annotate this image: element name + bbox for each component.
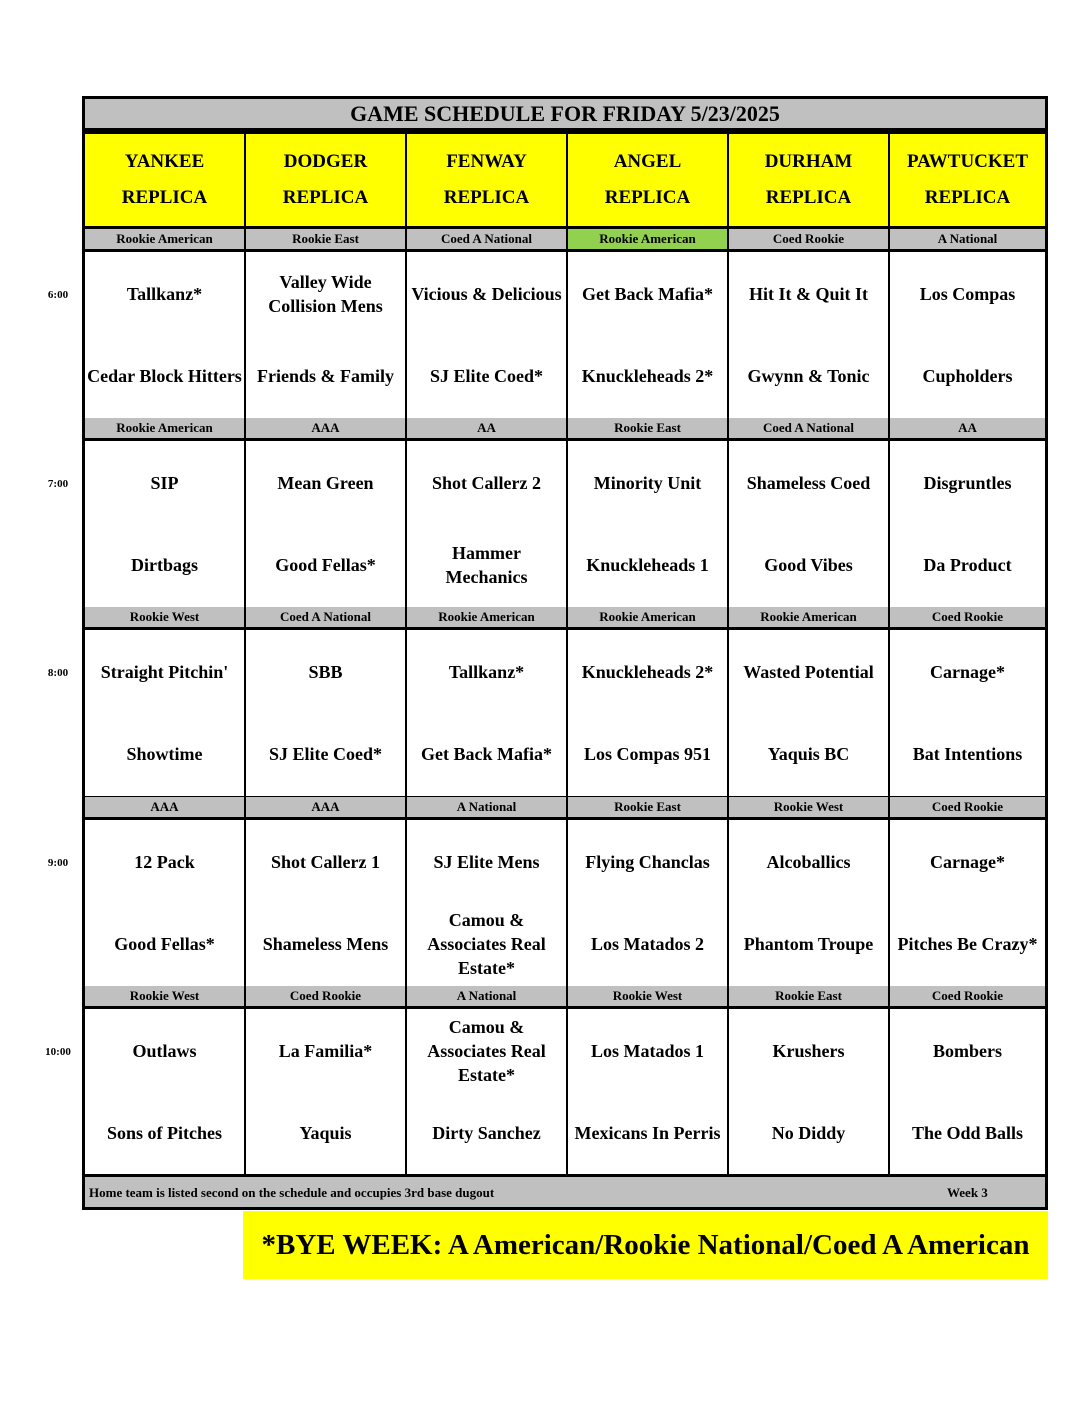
- game-cell: [85, 630, 244, 796]
- game-cell: [568, 630, 727, 796]
- game-cell: [246, 1009, 405, 1175]
- bye-week-banner: *BYE WEEK: A American/Rookie National/Coed A American: [243, 1211, 1048, 1279]
- home-team: Get Back Mafia*: [421, 744, 552, 764]
- home-team: Bat Intentions: [912, 744, 1023, 764]
- time-slot-label: 9:00: [47, 857, 69, 869]
- home-team: SJ Elite Coed*: [268, 744, 382, 764]
- away-team: Shot Callerz 2: [432, 473, 541, 493]
- field-header: [407, 134, 566, 226]
- division-label: Coed Rookie: [890, 986, 1045, 1006]
- home-team: Good Fellas*: [275, 555, 376, 575]
- away-team: Valley Wide Collision Mens: [268, 272, 383, 316]
- field-header: [246, 134, 405, 226]
- home-team: Friends & Family: [257, 366, 394, 386]
- game-cell: [246, 820, 405, 986]
- game-row: [85, 252, 1045, 418]
- division-label: Rookie American: [729, 607, 888, 627]
- home-team: Hammer Mechanics: [445, 543, 528, 587]
- game-cell: [729, 820, 888, 986]
- division-label: Rookie American: [407, 607, 566, 627]
- game-row: [85, 820, 1045, 986]
- field-header: [568, 134, 727, 226]
- home-team: Camou & Associates Real Estate*: [427, 910, 546, 978]
- game-cell: [407, 820, 566, 986]
- field-name: ANGEL: [613, 151, 682, 172]
- game-cell: [568, 1009, 727, 1175]
- game-cell: [407, 1009, 566, 1175]
- division-label: Coed A National: [407, 229, 566, 249]
- division-label: Rookie East: [246, 229, 405, 249]
- game-cell: [890, 630, 1045, 796]
- home-team: The Odd Balls: [911, 1123, 1024, 1143]
- away-team: Shot Callerz 1: [271, 852, 380, 872]
- away-team: Flying Chanclas: [585, 852, 710, 872]
- game-cell: [85, 441, 244, 607]
- home-team: SJ Elite Coed*: [429, 366, 543, 386]
- time-slot-label: 10:00: [45, 1046, 71, 1058]
- away-team: Knuckleheads 2*: [581, 662, 714, 682]
- game-cell: [246, 630, 405, 796]
- home-team: Gwynn & Tonic: [747, 366, 870, 386]
- game-cell: [85, 1009, 244, 1175]
- game-row: [85, 1009, 1045, 1175]
- away-team: Alcoballics: [766, 852, 851, 872]
- home-team: Yaquis BC: [767, 744, 850, 764]
- division-label: Coed Rookie: [890, 797, 1045, 817]
- away-team: Carnage*: [930, 662, 1005, 682]
- division-label: AAA: [246, 418, 405, 438]
- game-cell: [890, 1009, 1045, 1175]
- game-cell: [729, 1009, 888, 1175]
- field-name: DODGER: [283, 151, 368, 172]
- game-cell: [407, 441, 566, 607]
- home-team: Sons of Pitches: [106, 1123, 222, 1143]
- division-label: Rookie West: [729, 797, 888, 817]
- field-subtitle: REPLICA: [924, 187, 1011, 208]
- division-label: Rookie American: [85, 229, 244, 249]
- away-team: SIP: [150, 473, 179, 493]
- away-team: Krushers: [772, 1041, 845, 1061]
- away-team: Disgruntles: [923, 473, 1012, 493]
- away-team: Mean Green: [277, 473, 374, 493]
- division-label: A National: [407, 797, 566, 817]
- game-cell: [729, 252, 888, 418]
- division-label: Coed Rookie: [890, 607, 1045, 627]
- away-team: Outlaws: [132, 1041, 197, 1061]
- home-team: Phantom Troupe: [743, 934, 874, 954]
- home-team: Dirtbags: [131, 555, 198, 575]
- away-team: Wasted Potential: [743, 662, 874, 682]
- field-subtitle: REPLICA: [604, 187, 691, 208]
- game-cell: [407, 630, 566, 796]
- division-label: AAA: [85, 797, 244, 817]
- schedule-table: [82, 96, 1048, 1210]
- division-label: Coed A National: [729, 418, 888, 438]
- division-label: A National: [407, 986, 566, 1006]
- division-label: AA: [890, 418, 1045, 438]
- division-label: Coed Rookie: [246, 986, 405, 1006]
- away-team: Carnage*: [930, 852, 1005, 872]
- game-cell: [85, 820, 244, 986]
- away-team: Tallkanz*: [448, 662, 525, 682]
- away-team: Bombers: [933, 1041, 1002, 1061]
- game-cell: [568, 820, 727, 986]
- field-subtitle: REPLICA: [282, 187, 369, 208]
- division-row: [85, 229, 1045, 249]
- division-label: Rookie West: [85, 607, 244, 627]
- away-team: La Familia*: [278, 1041, 373, 1061]
- game-cell: [568, 252, 727, 418]
- field-header: [729, 134, 888, 226]
- field-name: DURHAM: [764, 151, 853, 172]
- home-team: Shameless Mens: [262, 934, 389, 954]
- home-team: Dirty Sanchez: [432, 1123, 541, 1143]
- division-label: Coed A National: [246, 607, 405, 627]
- game-cell: [407, 252, 566, 418]
- field-header: [85, 134, 244, 226]
- home-team: Knuckleheads 2*: [581, 366, 714, 386]
- home-team: No Diddy: [771, 1123, 846, 1143]
- home-team: Mexicans In Perris: [574, 1123, 721, 1143]
- away-team: Get Back Mafia*: [582, 284, 713, 304]
- division-label: Rookie West: [568, 986, 727, 1006]
- week-label: Week 3: [947, 1185, 988, 1200]
- game-cell: [246, 252, 405, 418]
- time-slot-label: 8:00: [47, 667, 69, 679]
- division-row: [85, 607, 1045, 627]
- game-cell: [568, 441, 727, 607]
- away-team: Straight Pitchin': [100, 662, 229, 682]
- away-team: Hit It & Quit It: [749, 284, 868, 304]
- home-team: Pitches Be Crazy*: [897, 934, 1038, 954]
- division-label: A National: [890, 229, 1045, 249]
- home-team: Los Matados 2: [590, 934, 704, 954]
- game-cell: [890, 252, 1045, 418]
- division-label: Rookie East: [568, 797, 727, 817]
- away-team: SBB: [308, 662, 343, 682]
- division-label: Coed Rookie: [729, 229, 888, 249]
- home-team: Da Product: [923, 555, 1012, 575]
- schedule-title: GAME SCHEDULE FOR FRIDAY 5/23/2025: [85, 99, 1045, 131]
- game-cell: [890, 441, 1045, 607]
- game-cell: [246, 441, 405, 607]
- home-team: Good Fellas*: [114, 934, 215, 954]
- home-team: Los Compas 951: [583, 744, 712, 764]
- field-name: YANKEE: [124, 151, 205, 172]
- field-header-row: [85, 134, 1045, 226]
- home-team: Showtime: [126, 744, 203, 764]
- division-row: [85, 418, 1045, 438]
- time-slot-label: 7:00: [47, 478, 69, 490]
- division-row: [85, 797, 1045, 817]
- field-name: PAWTUCKET: [906, 151, 1029, 172]
- game-row: [85, 630, 1045, 796]
- away-team: Vicious & Delicious: [411, 284, 562, 304]
- division-label: AA: [407, 418, 566, 438]
- game-cell: [729, 441, 888, 607]
- division-label: Rookie American: [568, 607, 727, 627]
- division-label: Rookie American: [568, 229, 727, 249]
- away-team: Minority Unit: [593, 473, 702, 493]
- time-slot-label: 6:00: [47, 289, 69, 301]
- division-row: [85, 986, 1045, 1006]
- division-label: AAA: [246, 797, 405, 817]
- division-label: Rookie East: [729, 986, 888, 1006]
- home-team: Yaquis: [299, 1123, 352, 1143]
- division-label: Rookie West: [85, 986, 244, 1006]
- schedule-footer: [85, 1174, 1045, 1207]
- home-team: Cedar Block Hitters: [87, 366, 242, 386]
- field-subtitle: REPLICA: [765, 187, 852, 208]
- away-team: Tallkanz*: [126, 284, 203, 304]
- away-team: 12 Pack: [134, 852, 195, 872]
- game-cell: [85, 252, 244, 418]
- division-label: Rookie American: [85, 418, 244, 438]
- away-team: SJ Elite Mens: [433, 852, 540, 872]
- home-team-note: Home team is listed second on the schedule and occupies 3rd base dugout: [89, 1185, 495, 1200]
- home-team: Knuckleheads 1: [586, 555, 709, 575]
- field-name: FENWAY: [446, 151, 527, 172]
- game-row: [85, 441, 1045, 607]
- home-team: Cupholders: [922, 366, 1013, 386]
- home-team: Good Vibes: [764, 555, 853, 575]
- game-cell: [890, 820, 1045, 986]
- field-subtitle: REPLICA: [121, 187, 208, 208]
- away-team: Shameless Coed: [746, 473, 871, 493]
- game-cell: [729, 630, 888, 796]
- field-subtitle: REPLICA: [443, 187, 530, 208]
- division-label: Rookie East: [568, 418, 727, 438]
- away-team: Camou & Associates Real Estate*: [427, 1017, 546, 1085]
- away-team: Los Matados 1: [590, 1041, 704, 1061]
- field-header: [890, 134, 1045, 226]
- away-team: Los Compas: [919, 284, 1016, 304]
